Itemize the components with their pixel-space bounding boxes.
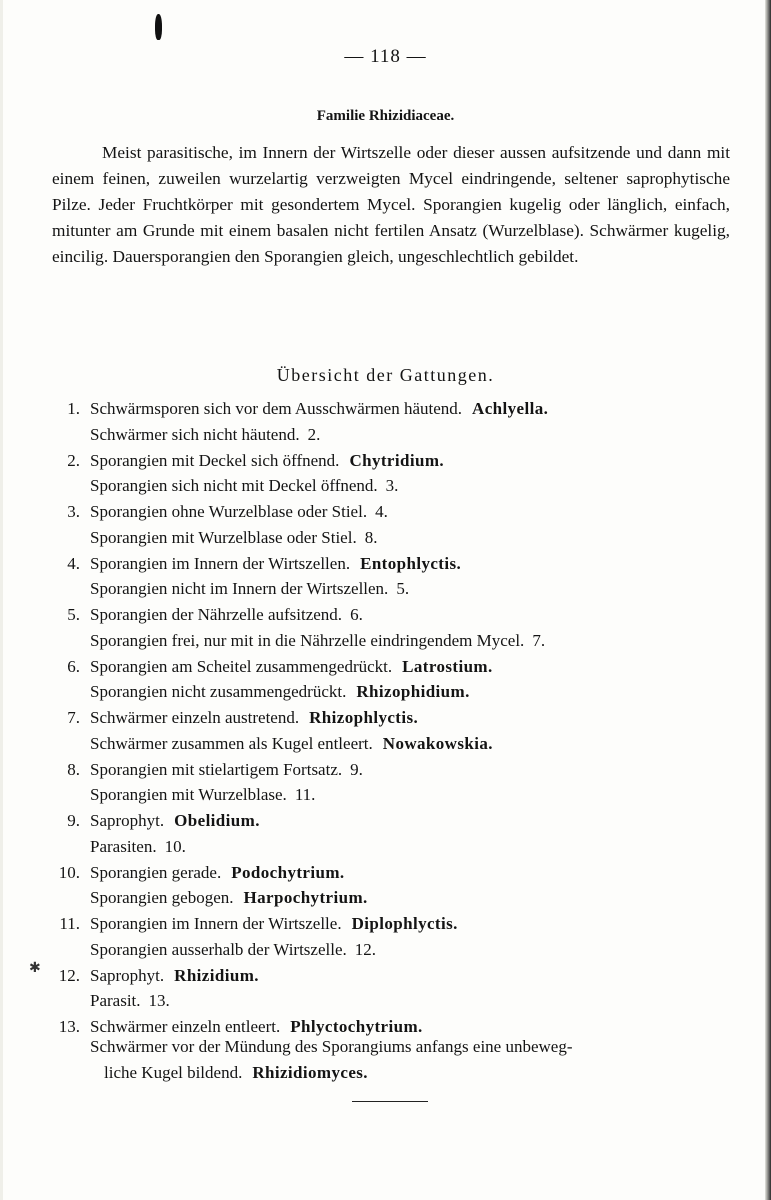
genus-name: Latrostium. [402, 656, 493, 676]
key-text: Sporangien der Nährzelle aufsitzend. [90, 605, 343, 624]
key-text: Sporangien im Innern der Wirtszelle. [90, 914, 342, 933]
key-text: Sporangien nicht zusammengedrückt. [90, 682, 347, 702]
key-text-wrap [90, 937, 376, 963]
key-text-wrap [90, 602, 363, 628]
genus-name: Achlyella. [472, 399, 549, 418]
key-text-wrap [90, 499, 388, 525]
key-reference: 7. [532, 630, 546, 650]
key-text: Sporangien am Scheitel zusammengedrückt. [90, 656, 393, 676]
key-text: Saprophyt. [90, 811, 165, 830]
key-text-wrap [90, 834, 186, 860]
key-number: 5. [67, 605, 80, 624]
key-text-wrap [90, 448, 444, 474]
key-text-wrap [90, 808, 260, 834]
key-reference: 11. [294, 785, 316, 805]
key-text: Schwärmer sich nicht häutend. [90, 424, 300, 444]
genus-name: Rhizidium. [174, 965, 259, 985]
key-text: Sporangien mit Deckel sich öffnend. [90, 450, 340, 470]
key-text-wrap [90, 654, 493, 680]
genus-name: Harpochytrium. [243, 888, 368, 908]
key-text: Sporangien mit Wurzelblase oder Stiel. [90, 527, 357, 547]
key-number: 7. [67, 708, 80, 727]
genus-name: Chytridium. [349, 450, 445, 470]
family-title: Familie Rhizidiaceae. [316, 108, 455, 124]
key-text-wrap [90, 988, 170, 1014]
scan-edge-right [765, 0, 771, 1200]
key-text-wrap [90, 911, 458, 937]
key-text-wrap [90, 525, 377, 551]
key-number: 12. [58, 965, 80, 985]
ink-blot-mark [155, 14, 162, 40]
key-number: 3. [67, 502, 80, 521]
genus-name: Obelidium. [174, 811, 260, 830]
genus-name: Diplophlyctis. [351, 914, 458, 933]
key-text: Schwärmer zusammen als Kugel entleert. [90, 733, 373, 753]
last-entry-text-line2: liche Kugel bildend. [104, 1063, 243, 1082]
genus-name: Rhizophlyctis. [309, 708, 419, 727]
key-number: 13. [58, 1017, 80, 1036]
page-number: — 118 — [344, 46, 427, 67]
key-text: Sporangien mit Wurzelblase. [90, 785, 287, 805]
genus-name: Entophlyctis. [360, 553, 462, 573]
last-entry-text-line1: Schwärmer vor der Mündung des Sporangiums anfangs eine unbeweg- [90, 1037, 573, 1056]
key-text-wrap [90, 576, 409, 602]
key-reference: 4. [375, 502, 388, 521]
genus-name: Rhizidiomyces. [252, 1063, 368, 1082]
genus-name: Nowakowskia. [382, 733, 493, 753]
key-text-wrap [90, 628, 545, 654]
scan-edge-left [0, 0, 3, 1200]
key-text: Parasiten. [90, 836, 157, 856]
key-number: 9. [67, 811, 80, 830]
last-entry-continuation [90, 1060, 733, 1086]
key-reference: 3. [385, 476, 399, 496]
overview-heading: Übersicht der Gattungen. [276, 365, 495, 385]
key-text-wrap [90, 757, 363, 783]
key-text: Sporangien sich nicht mit Deckel öffnend. [90, 476, 378, 496]
key-text: Sporangien ohne Wurzelblase oder Stiel. [90, 502, 368, 521]
key-text-wrap [90, 551, 461, 577]
key-reference: 10. [164, 836, 186, 856]
ink-speck-mark: ✱ [29, 961, 41, 976]
key-text: Sporangien nicht im Innern der Wirtszellen. [90, 579, 389, 599]
key-number: 1. [67, 399, 80, 418]
genus-name: Podochytrium. [231, 862, 345, 882]
key-number: 8. [67, 759, 80, 779]
key-text: Parasit. [90, 991, 141, 1011]
key-number: 10. [58, 862, 80, 882]
key-text-wrap [90, 782, 315, 808]
key-number: 11. [59, 914, 80, 933]
key-text-wrap [90, 885, 368, 911]
intro-paragraph: Meist parasitische, im Innern der Wirtszelle oder dieser aussen aufsitzende und dann mit einem feinen, zuweilen wurzelartig verzweigten Mycel eindringende, seltener saprophytische Pilze. Jeder Fruchtkörper mit gesondertem Mycel. Sporangien kugelig oder länglich, einfach, mitunter am Grunde mit einem basalen nicht fertilen Ansatz (Wurzelblase). Schwärmer kugelig, eincilig. Dauersporangien den Sporangien gleich, ungeschlechtlich gebildet. [52, 143, 730, 266]
key-text-wrap [90, 963, 259, 989]
key-reference: 13. [148, 991, 170, 1011]
key-text-wrap [90, 705, 418, 731]
key-text-wrap [90, 396, 548, 422]
key-reference: 9. [350, 759, 363, 779]
key-last-entry [90, 1034, 733, 1086]
genus-name: Phlyctochytrium. [290, 1017, 423, 1036]
key-text: Schwärmsporen sich vor dem Ausschwärmen häutend. [90, 399, 463, 418]
key-reference: 8. [364, 527, 378, 547]
genus-name: Rhizophidium. [356, 682, 470, 702]
key-text: Saprophyt. [90, 965, 165, 985]
key-text-wrap [90, 422, 320, 448]
end-rule [352, 1101, 428, 1102]
key-reference: 2. [307, 424, 321, 444]
key-text-wrap [90, 679, 470, 705]
key-text: Sporangien ausserhalb der Wirtszelle. [90, 939, 347, 959]
key-text-wrap [90, 473, 398, 499]
key-reference: 6. [350, 605, 363, 624]
key-number: 2. [67, 450, 80, 470]
key-reference: 12. [354, 939, 377, 959]
key-text: Sporangien gebogen. [90, 888, 234, 908]
key-number: 4. [67, 553, 80, 573]
key-text: Sporangien mit stielartigem Fortsatz. [90, 759, 343, 779]
key-text: Sporangien im Innern der Wirtszellen. [90, 553, 351, 573]
key-text: Schwärmer einzeln entleert. [90, 1017, 281, 1036]
key-reference: 5. [396, 579, 410, 599]
key-number: 6. [67, 656, 80, 676]
key-text-wrap [90, 731, 493, 757]
key-text: Sporangien gerade. [90, 862, 222, 882]
key-text: Schwärmer einzeln austretend. [90, 708, 300, 727]
key-text-wrap [90, 860, 345, 886]
key-text: Sporangien frei, nur mit in die Nährzelle eindringendem Mycel. [90, 630, 525, 650]
